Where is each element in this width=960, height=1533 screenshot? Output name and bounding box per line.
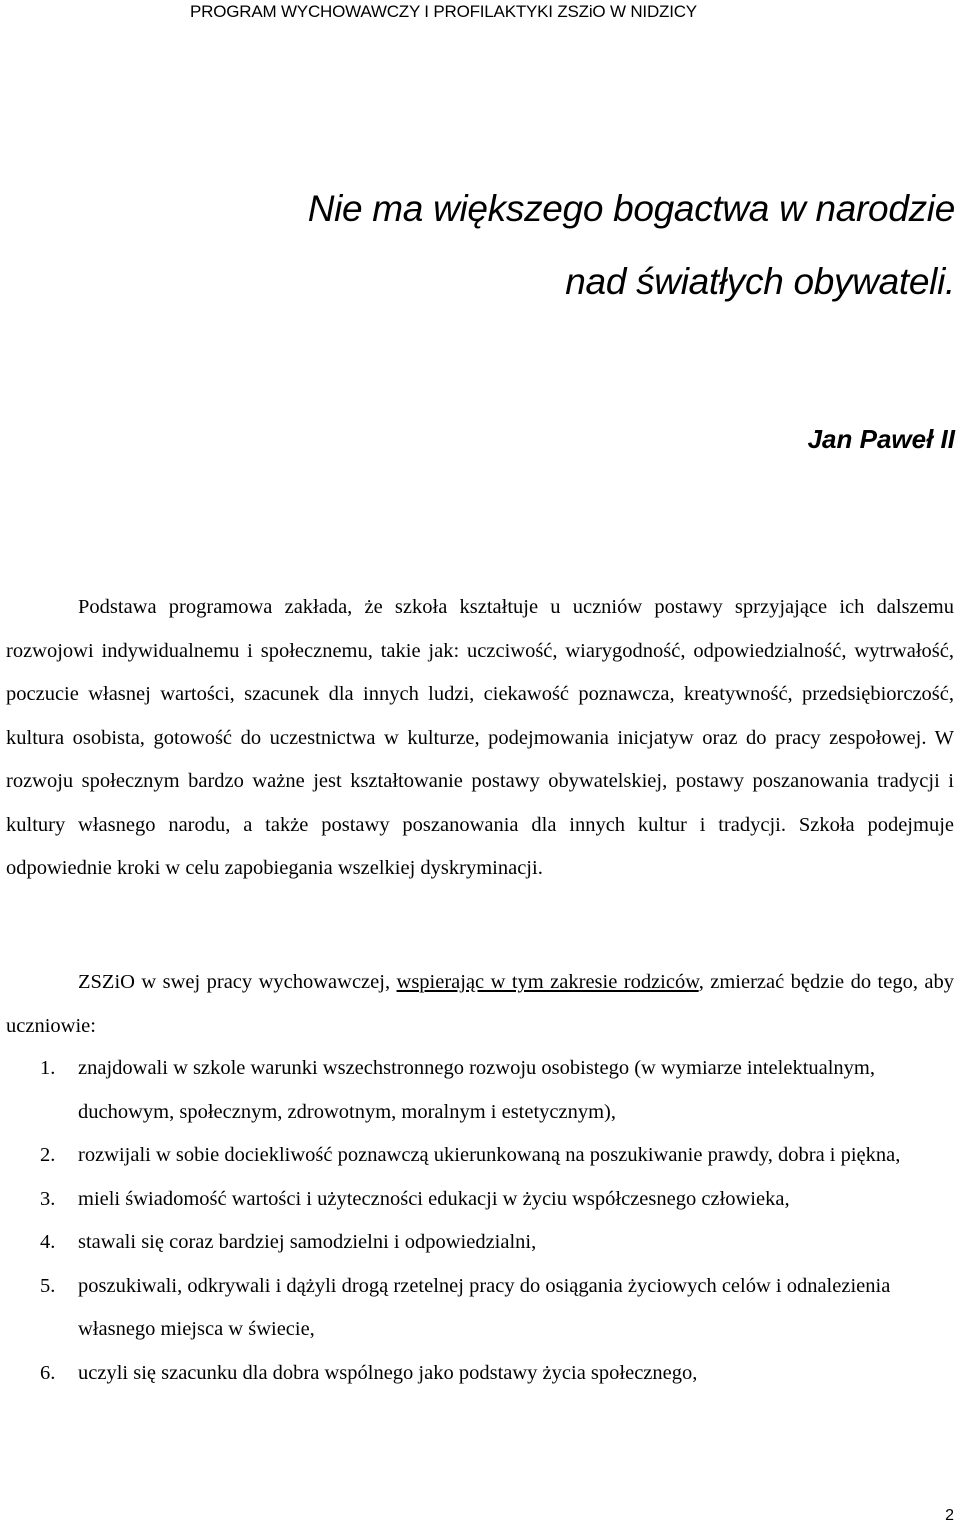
- list-item-number: 6.: [40, 1361, 56, 1384]
- list-item-number: 1.: [40, 1057, 56, 1079]
- list-item: [6, 1134, 954, 1178]
- list-item: [6, 1265, 954, 1352]
- quote-line-2: nad światłych obywateli.: [565, 261, 955, 302]
- list-item: [6, 1047, 954, 1134]
- quote-line-1: Nie ma większego bogactwa w narodzie: [307, 188, 955, 229]
- list-item: [6, 1352, 954, 1396]
- paragraph-goals-end: , zmierzać będzie do tego, aby uczniowie:: [6, 971, 954, 1037]
- quote-author: Jan Paweł II: [807, 424, 955, 454]
- list-item-text: rozwijali w sobie dociekliwość poznawczą ukierunkowaną na poszukiwanie prawdy, dobra i piękna,: [78, 1144, 901, 1166]
- list-item-text: mieli świadomość wartości i użyteczności edukacji w życiu współczesnego człowieka,: [78, 1187, 790, 1210]
- list-item-text: uczyli się szacunku dla dobra wspólnego jako podstawy życia społecznego,: [78, 1361, 698, 1384]
- list-item-text: poszukiwali, odkrywali i dążyli drogą rzetelnej pracy do osiągania życiowych celów i odnalezienia własnego miejsca w świecie,: [78, 1274, 891, 1340]
- list-item-number: 5.: [40, 1274, 56, 1297]
- paragraph-goals-underlined: wspierając w tym zakresie rodziców: [396, 971, 699, 993]
- paragraph-intro: Podstawa programowa zakłada, że szkoła kształtuje u uczniów postawy sprzyjające ich dalszemu rozwojowi indywidualnemu i społecznemu, takie jak: uczciwość, wiarygodność, odpowiedzialność, wytrwałość, poczucie własnej wartości, szacunek dla innych ludzi, ciekawość poznawcza, kreatywność, przedsiębiorczość, kultura osobista, gotowość do uczestnictwa w kulturze, podejmowania inicjatyw oraz do pracy zespołowej. W rozwoju społecznym bardzo ważne jest kształtowanie postawy obywatelskiej, postawy poszanowania tradycji i kultury własnego narodu, a także postawy poszanowania dla innych kultur i tradycji. Szkoła podejmuje odpowiednie kroki w celu zapobiegania wszelkiej dyskryminacji.: [6, 596, 954, 879]
- list-item-text: znajdowali w szkole warunki wszechstronnego rozwoju osobistego (w wymiarze intelektualnym, duchowym, społecznym, zdrowotnym, moralnym i estetycznym),: [78, 1057, 876, 1123]
- goals-list: [6, 1047, 954, 1395]
- list-item: [6, 1221, 954, 1265]
- paragraph-goals-start: ZSZiO w swej pracy wychowawczej,: [78, 971, 397, 993]
- document-header: PROGRAM WYCHOWAWCZY I PROFILAKTYKI ZSZiO W NIDZICY: [190, 2, 697, 21]
- list-item-text: stawali się coraz bardziej samodzielni i odpowiedzialni,: [78, 1231, 537, 1253]
- page-number: 2: [945, 1507, 954, 1524]
- list-item-number: 3.: [40, 1187, 56, 1210]
- list-item-number: 4.: [40, 1231, 56, 1253]
- paragraph-goals: [6, 961, 954, 1048]
- list-item: [6, 1178, 954, 1222]
- list-item-number: 2.: [40, 1144, 56, 1166]
